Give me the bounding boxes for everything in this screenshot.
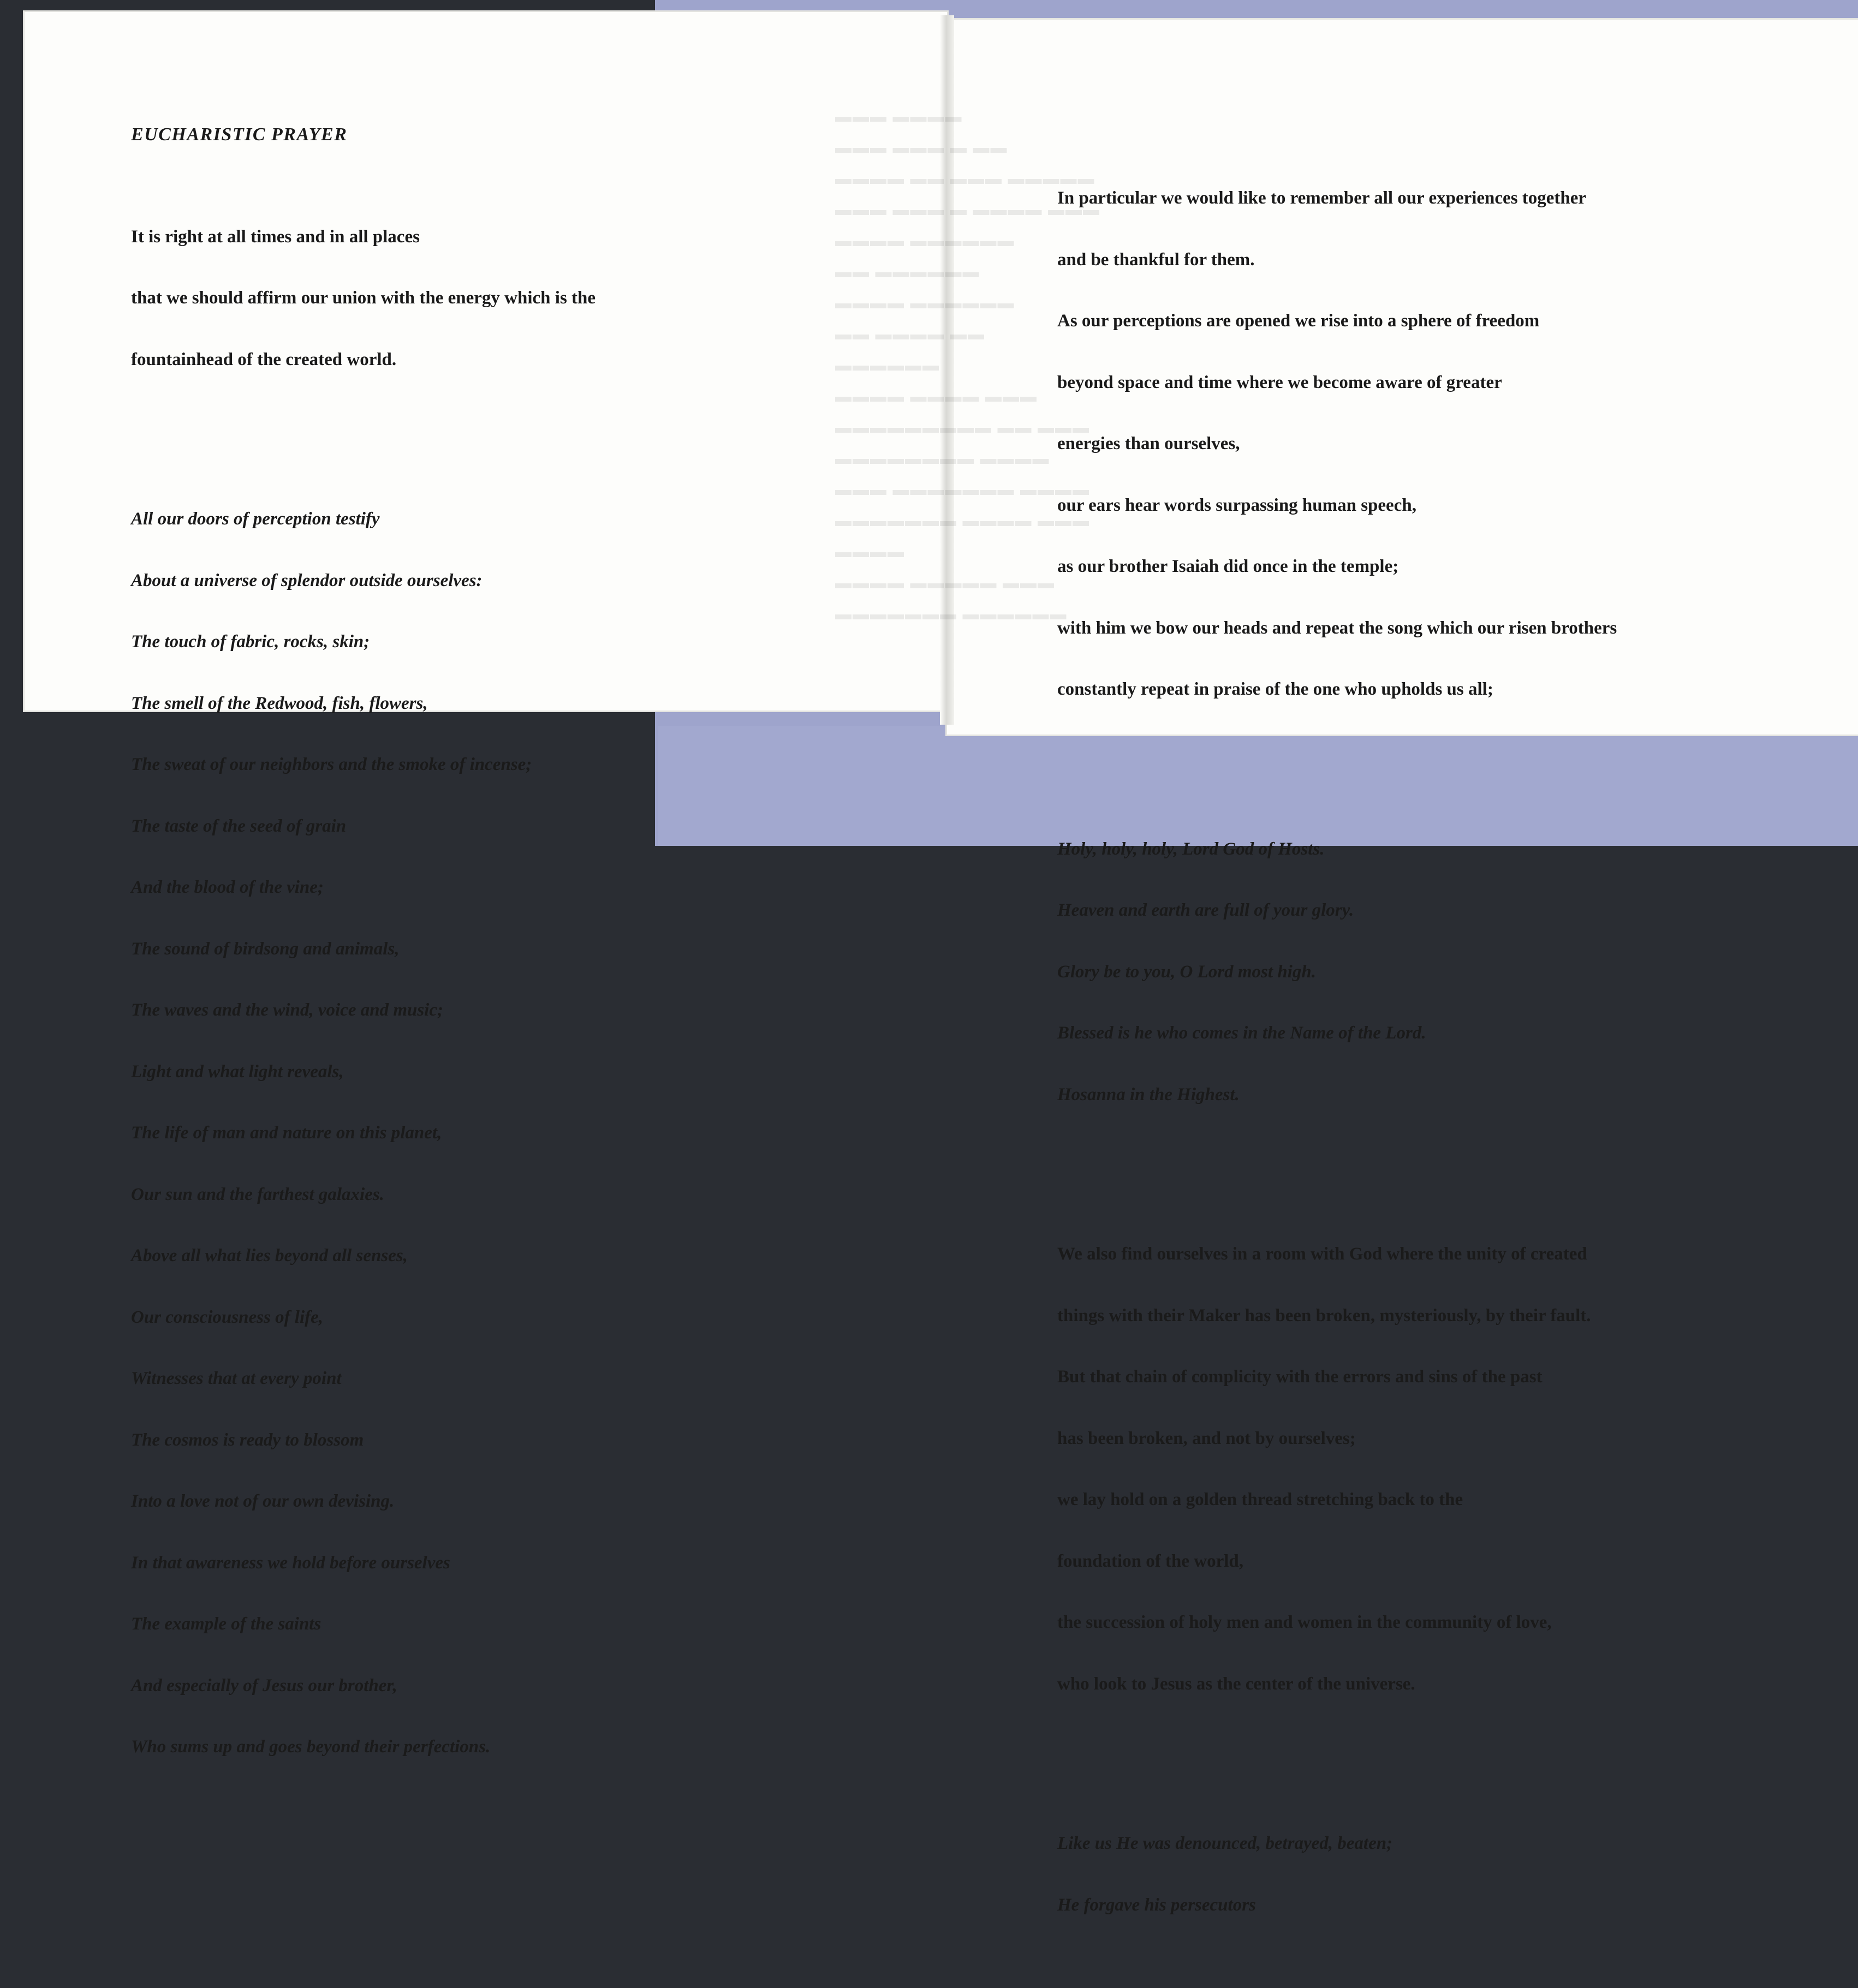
text-line: as our brother Isaiah did once in the temple; — [1057, 557, 1399, 576]
intro-stanza — [131, 186, 595, 411]
poem-line: The sound of birdsong and animals, — [131, 939, 400, 959]
text-line: has been broken, and not by ourselves; — [1057, 1428, 1356, 1448]
poem-line: Witnesses that at every point — [131, 1369, 342, 1388]
closing-line: He forgave his persecutors — [1057, 1895, 1256, 1915]
poem-line: The waves and the wind, voice and music; — [131, 1000, 443, 1020]
text-line: the succession of holy men and women in the community of love, — [1057, 1613, 1552, 1632]
sanctus-line: Holy, holy, holy, Lord God of Hosts. — [1057, 839, 1325, 859]
prayer-title: EUCHARISTIC PRAYER — [131, 124, 348, 145]
paragraph-remembrance — [1057, 147, 1617, 741]
intro-line: that we should affirm our union with the energy which is the — [131, 288, 596, 308]
poem-line: The taste of the seed of grain — [131, 816, 347, 836]
poem-line: The cosmos is ready to blossom — [131, 1430, 364, 1450]
text-line: our ears hear words surpassing human speech, — [1057, 495, 1416, 515]
text-line: constantly repeat in praise of the one who upholds us all; — [1057, 679, 1493, 699]
left-page-content — [131, 83, 595, 1830]
sanctus-line: Hosanna in the Highest. — [1057, 1084, 1240, 1105]
poem-line: Our consciousness of life, — [131, 1307, 324, 1327]
bleed-through-text: ▬▬▬ ▬▬▬▬ ▬▬▬ ▬▬▬ ▬ ▬▬ ▬▬▬▬ ▬▬ ▬▬▬ ▬▬▬▬▬ ▬▬▬ ▬▬▬ ▬ ▬▬▬▬ ▬▬▬ ▬▬▬▬ ▬▬▬▬▬▬ ▬▬ ▬▬▬▬▬▬ ▬▬▬▬ ▬▬▬▬▬▬ ▬▬ ▬▬▬▬ ▬▬ ▬▬▬▬▬▬ ▬▬▬▬ ▬▬▬▬ ▬▬▬ ▬▬▬▬▬▬▬▬▬ ▬▬ ▬▬▬ ▬▬▬▬▬▬▬▬ ▬▬▬▬ ▬▬▬ ▬▬▬▬▬▬▬ ▬▬▬▬ ▬▬▬▬▬▬▬ ▬▬▬▬ ▬▬▬ ▬▬▬▬ ▬▬▬▬ ▬▬▬▬▬ ▬▬▬ ▬▬▬▬▬▬▬ ▬▬▬▬▬▬ — [835, 108, 1100, 623]
right-page-content — [1057, 106, 1617, 1988]
text-line: In particular we would like to remember all our experiences together — [1057, 188, 1587, 208]
poem-line: Light and what light reveals, — [131, 1061, 344, 1082]
sanctus-stanza — [1057, 798, 1617, 1147]
intro-line: fountainhead of the created world. — [131, 349, 397, 369]
poem-stanza — [131, 468, 595, 1799]
poem-line: The smell of the Redwood, fish, flowers, — [131, 693, 428, 713]
text-line: energies than ourselves, — [1057, 434, 1240, 453]
poem-line: Into a love not of our own devising. — [131, 1491, 395, 1511]
text-line: with him we bow our heads and repeat the song which our risen brothers — [1057, 618, 1617, 638]
poem-line: The example of the saints — [131, 1614, 321, 1634]
intro-line: It is right at all times and in all places — [131, 226, 420, 247]
sanctus-line: Blessed is he who comes in the Name of the Lord. — [1057, 1023, 1426, 1043]
poem-line: In that awareness we hold before ourselves — [131, 1553, 450, 1573]
text-line: As our perceptions are opened we rise into a sphere of freedom — [1057, 311, 1540, 331]
poem-line: About a universe of splendor outside ourselves: — [131, 570, 483, 590]
text-line: But that chain of complicity with the errors and sins of the past — [1057, 1367, 1543, 1387]
sanctus-line: Heaven and earth are full of your glory. — [1057, 900, 1354, 920]
poem-line: And especially of Jesus our brother, — [131, 1675, 397, 1696]
text-line: foundation of the world, — [1057, 1551, 1244, 1571]
poem-line: And the blood of the vine; — [131, 877, 324, 897]
poem-line: Who sums up and goes beyond their perfections. — [131, 1737, 491, 1757]
closing-stanza — [1057, 1793, 1617, 1956]
text-line: and be thankful for them. — [1057, 249, 1255, 270]
poem-line: The life of man and nature on this planet, — [131, 1123, 442, 1143]
paragraph-unity — [1057, 1203, 1617, 1735]
text-line: we lay hold on a golden thread stretching back to the — [1057, 1490, 1463, 1509]
poem-line: Our sun and the farthest galaxies. — [131, 1184, 384, 1204]
poem-line: Above all what lies beyond all senses, — [131, 1246, 408, 1265]
sanctus-line: Glory be to you, O Lord most high. — [1057, 962, 1316, 982]
text-line: who look to Jesus as the center of the universe. — [1057, 1674, 1415, 1694]
text-line: beyond space and time where we become aware of greater — [1057, 372, 1502, 392]
closing-line: Like us He was denounced, betrayed, beaten; — [1057, 1834, 1393, 1853]
poem-line: The touch of fabric, rocks, skin; — [131, 632, 370, 652]
text-line: We also find ourselves in a room with God where the unity of created — [1057, 1244, 1587, 1264]
text-line: things with their Maker has been broken, mysteriously, by their fault. — [1057, 1305, 1591, 1326]
poem-line: All our doors of perception testify — [131, 509, 380, 529]
poem-line: The sweat of our neighbors and the smoke of incense; — [131, 755, 532, 774]
